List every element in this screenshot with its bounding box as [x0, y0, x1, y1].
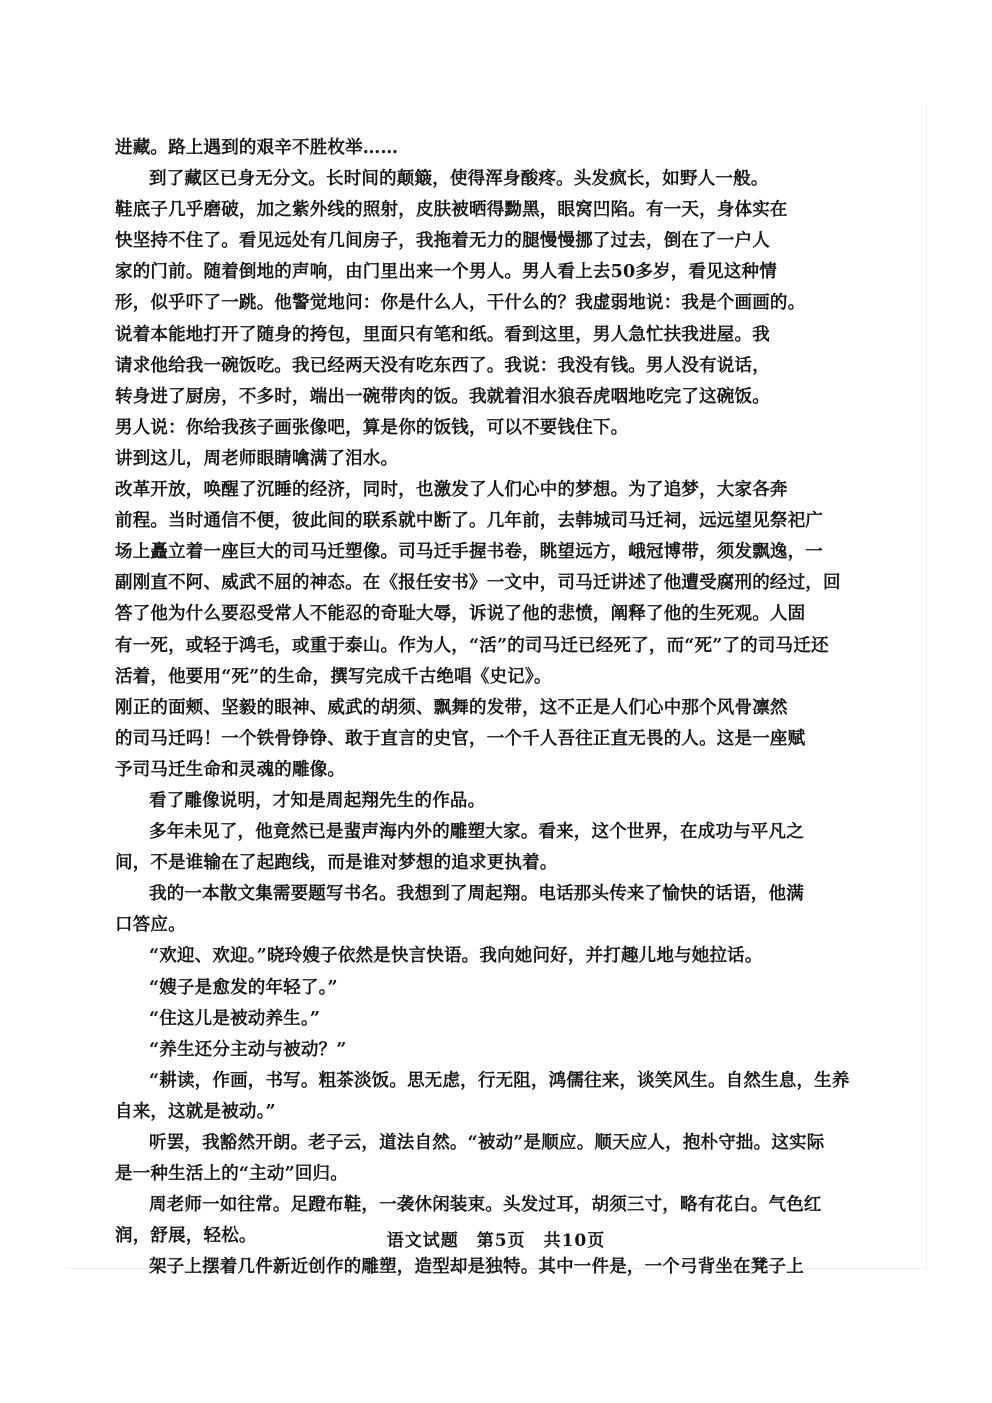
text-line: “养生还分主动与被动？”	[149, 1039, 347, 1060]
text-line: 刚正的面颊、坚毅的眼神、威武的胡须、飘舞的发带，这不正是人们心中那个风骨凛然	[115, 697, 788, 718]
text-line: 架子上摆着几件新近创作的雕塑，造型却是独特。其中一件是，一个弓背坐在凳子上	[149, 1257, 804, 1278]
text-line: 副刚直不阿、威武不屈的神态。在《报任安书》一文中，司马迁讲述了他遭受腐刑的经过，回	[115, 573, 841, 594]
text-line: 男人说：你给我孩子画张像吧，算是你的饭钱，可以不要钱住下。	[115, 417, 629, 438]
article-body	[115, 133, 855, 1283]
text-line: 鞋底子几乎磨破，加之紫外线的照射，皮肤被晒得黝黑，眼窝凹陷。有一天，身体实在	[115, 200, 788, 221]
text-line: 到了藏区已身无分文。长时间的颠簸，使得浑身酸疼。头发疯长，如野人一般。	[149, 169, 769, 190]
text-line: 润，舒展，轻松。	[115, 1226, 257, 1247]
text-line: 是一种生活上的“主动”回归。	[115, 1164, 348, 1185]
text-line: 讲到这儿，周老师眼睛噙满了泪水。	[115, 448, 399, 469]
text-line: 形，似乎吓了一跳。他警觉地问：你是什么人，干什么的？我虚弱地说：我是个画画的。	[115, 293, 806, 314]
text-line: “耕读，作画，书写。粗茶淡饭。思无虑，行无阻，鸿儒往来，谈笑风生。自然生息，生养	[149, 1070, 850, 1091]
text-line: 听罢，我豁然开朗。老子云，道法自然。“被动”是顺应。顺天应人，抱朴守拙。这实际	[149, 1133, 825, 1153]
text-line: 看了雕像说明，才知是周起翔先生的作品。	[149, 790, 486, 811]
text-line: “嫂子是愈发的年轻了。”	[149, 977, 338, 998]
text-line: 答了他为什么要忍受常人不能忍的奇耻大辱，诉说了他的悲愤，阐释了他的生死观。人固	[115, 604, 806, 625]
text-line: 说着本能地打开了随身的挎包，里面只有笔和纸。看到这里，男人急忙扶我进屋。我	[115, 324, 770, 345]
text-line: 快坚持不住了。看见远处有几间房子，我拖着无力的腿慢慢挪了过去，倒在了一户人	[115, 231, 770, 252]
text-line: 周老师一如往常。足蹬布鞋，一袭休闲装束。头发过耳，胡须三寸，略有花白。气色红	[149, 1195, 822, 1216]
text-line: 间，不是谁输在了起跑线，而是谁对梦想的追求更执着。	[115, 853, 558, 874]
text-line: 我的一本散文集需要题写书名。我想到了周起翔。电话那头传来了愉快的话语，他满	[149, 884, 804, 905]
text-line: “欢迎、欢迎。”晓玲嫂子依然是快言快语。我向她问好，并打趣儿地与她拉话。	[149, 946, 763, 967]
text-line: 家的门前。随着倒地的声响，由门里出来一个男人。男人看上去50多岁，看见这种情	[115, 262, 777, 283]
text-line: 予司马迁生命和灵魂的雕像。	[115, 759, 346, 780]
text-line: 的司马迁吗！一个铁骨铮铮、敢于直言的史官，一个千人吾往正直无畏的人。这是一座赋	[115, 728, 806, 749]
text-line: 改革开放，唤醒了沉睡的经济，同时，也激发了人们心中的梦想。为了追梦，大家各奔	[115, 480, 788, 501]
text-line: 进藏。路上遇到的艰辛不胜枚举……	[115, 138, 399, 158]
text-line: 场上矗立着一座巨大的司马迁塑像。司马迁手握书卷，眺望远方，峨冠博带，须发飘逸，一	[115, 542, 823, 563]
page-footer: 语文试题 第5页 共10页	[386, 1231, 606, 1251]
text-line: 口答应。	[115, 915, 186, 936]
text-line: 多年未见了，他竟然已是蜚声海内外的雕塑大家。看来，这个世界，在成功与平凡之	[149, 822, 804, 843]
text-line: 前程。当时通信不便，彼此间的联系就中断了。几年前，去韩城司马迁祠，远远望见祭祀广	[115, 511, 823, 532]
text-line: 请求他给我一碗饭吃。我已经两天没有吃东西了。我说：我没有钱。男人没有说话，	[115, 355, 770, 376]
text-line: 自来，这就是被动。”	[115, 1101, 276, 1122]
text-line: 有一死，或轻于鸿毛，或重于泰山。作为人，“活”的司马迁已经死了，而“死”了的司马迁还	[115, 635, 829, 656]
text-line: “住这儿是被动养生。”	[149, 1008, 321, 1029]
text-line: 活着，他要用“死”的生命，撰写完成千古绝唱《史记》。	[115, 666, 552, 687]
text-line: 转身进了厨房，不多时，端出一碗带肉的饭。我就着泪水狼吞虎咽地吃完了这碗饭。	[115, 386, 770, 407]
